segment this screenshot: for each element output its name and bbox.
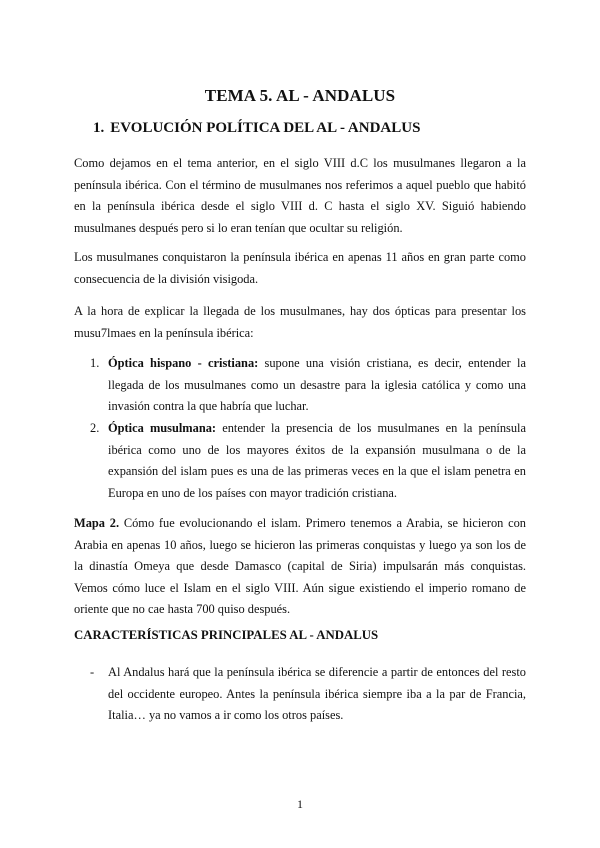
characteristics-list-item — [74, 662, 526, 727]
list-marker: - — [90, 665, 95, 679]
paragraph-mapa — [74, 513, 526, 621]
optic-text: entender la presencia de los musulmanes en la península ibérica como uno de los mayores éxitos de la expansión musulmana o de la expansión del islam pues es una de las primeras veces en la que el islam penetra en Europa en uno de los países con mayor tradición cristiana. — [108, 421, 526, 500]
list-marker: 2. — [90, 421, 100, 435]
optic-label: Óptica musulmana: — [108, 421, 217, 435]
page-number: 1 — [297, 797, 303, 811]
mapa-label: Mapa 2. — [74, 516, 120, 530]
paragraph-optics-intro: A la hora de explicar la llegada de los musulmanes, hay dos ópticas para presentar los musu7lmaes en la península ibérica: — [74, 304, 526, 340]
section-title: EVOLUCIÓN POLÍTICA DEL AL - ANDALUS — [110, 120, 421, 136]
mapa-text: Cómo fue evolucionando el islam. Primero tenemos a Arabia, se hicieron con Arabia en apenas 10 años, luego se hicieron las primeras conquistas y luego ya son los de la dinastía Omeya que desde Damasco (capital de Siria) impulsarán más conquistas. Vemos cómo luce el Islam en el siglo VIII. Aún sigue existiendo el imperio romano de oriente que no cae hasta 700 quiso después. — [74, 516, 526, 616]
list-marker: 1. — [90, 356, 100, 370]
document-title: TEMA 5. AL - ANDALUS — [204, 86, 396, 105]
paragraph-conquest: Los musulmanes conquistaron la península ibérica en apenas 11 años en gran parte como consecuencia de la división visigoda. — [74, 250, 526, 286]
section-number: 1. — [93, 120, 105, 136]
paragraph-intro: Como dejamos en el tema anterior, en el siglo VIII d.C los musulmanes llegaron a la península ibérica. Con el término de musulmanes nos referimos a aquel pueblo que habitó en la península ibérica desde el siglo VIII d. C hasta el siglo XV. Siguió habiendo musulmanes después pero si lo eran tenían que ocultar su religión. — [74, 156, 526, 235]
optic-label: Óptica hispano - cristiana: — [108, 356, 259, 370]
characteristics-heading: CARACTERÍSTICAS PRINCIPALES AL - ANDALUS — [74, 628, 379, 642]
optic-text: supone una visión cristiana, es decir, entender la llegada de los musulmanes como un desastre para la iglesia católica y como una invasión contra la que habría que luchar. — [108, 356, 527, 413]
section-heading — [93, 120, 420, 137]
optics-list-item — [74, 418, 526, 504]
optics-list-item — [74, 353, 526, 418]
characteristic-text: Al Andalus hará que la península ibérica se diferencie a partir de entonces del resto del occidente europeo. Antes la península ibérica siempre iba a la par de Francia, Italia… ya no vamos a ir como los otros países. — [108, 665, 526, 722]
